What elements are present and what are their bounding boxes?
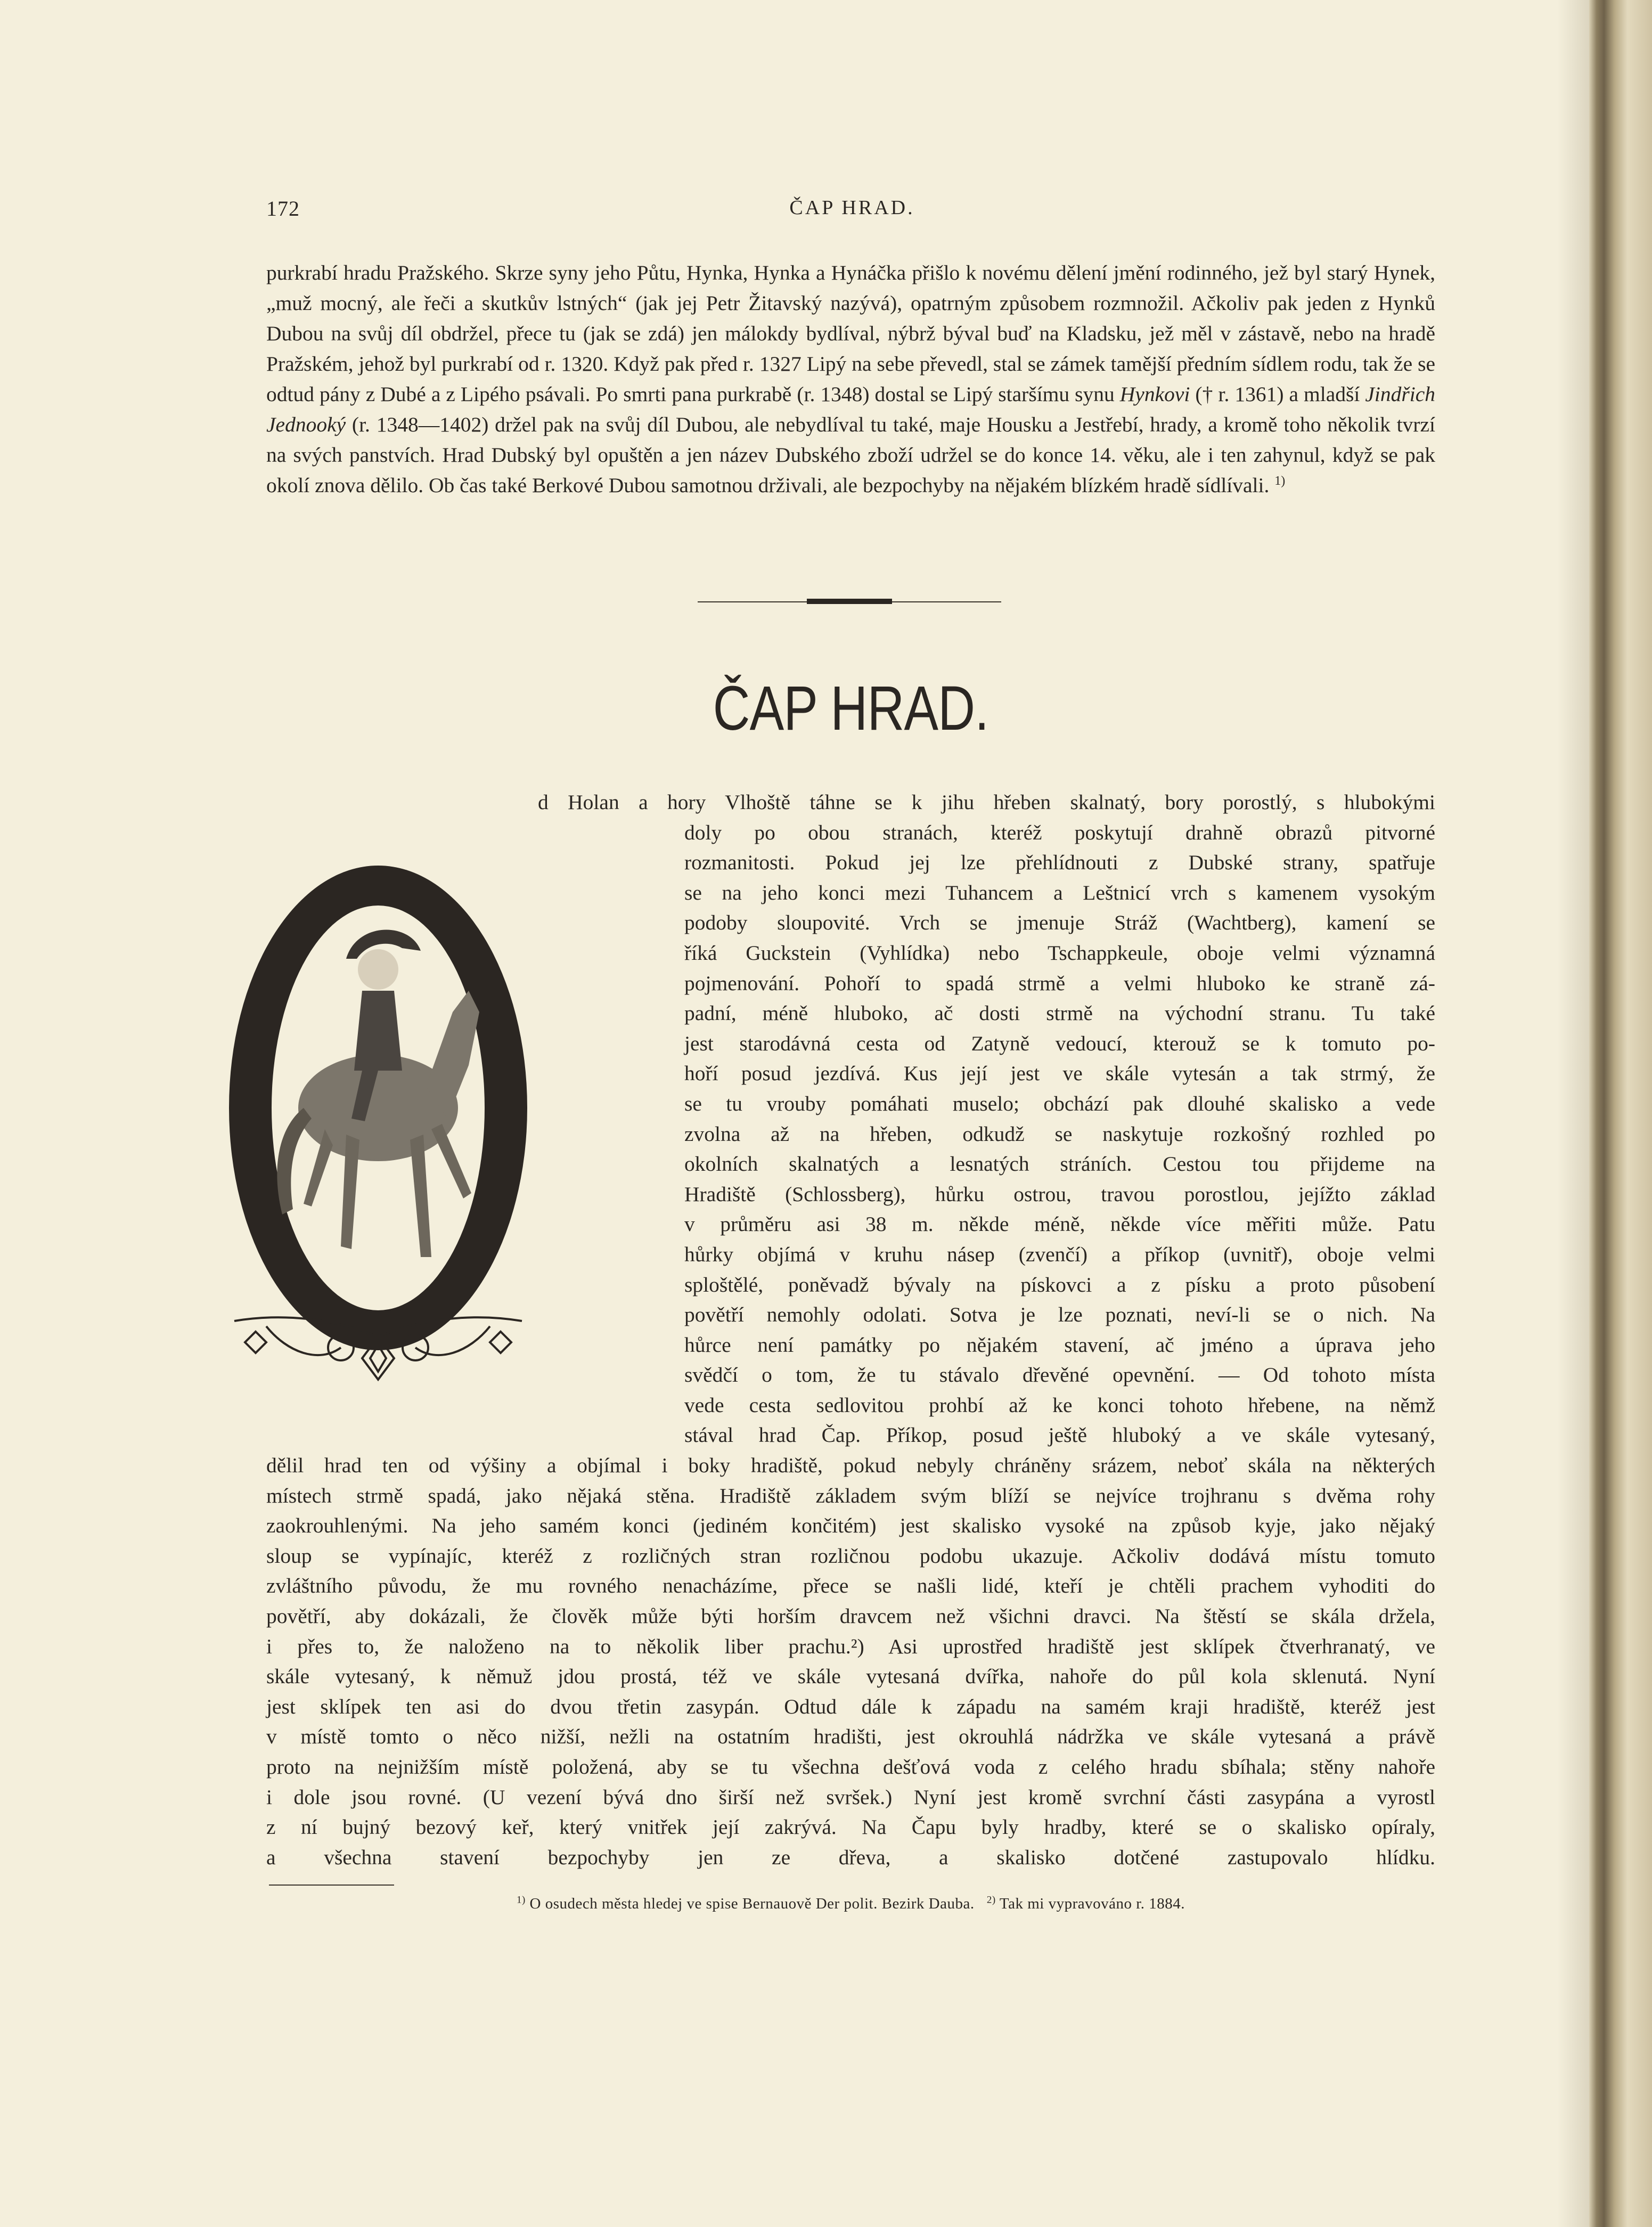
chapter-line: hůrky objímá v kruhu násep (zvenčí) a příkop (uvnitř), oboje velmi (684, 1242, 1435, 1266)
name-hynkovi: Hynkovi (1119, 382, 1190, 406)
chapter-line: sloup se vypínajíc, kteréž z rozličných stran rozličnou podobu ukazuje. Ačkoliv dodává místu tomuto (266, 1544, 1435, 1568)
footnote-mark-1: 1) (516, 1894, 526, 1906)
chapter-line: v místě tomto o něco nižší, nežli na ostatním hradišti, jest okrouhlá nádržka ve skále vytesaná a právě (266, 1725, 1435, 1749)
footnote-1: O osudech města hledej ve spise Bernauově Der polit. Bezirk Dauba. (525, 1895, 975, 1912)
chapter-line: rozmanitosti. Pokud jej lze přehlídnouti z Dubské strany, spatřuje (684, 851, 1435, 875)
previous-article-paragraph (266, 258, 1435, 501)
chapter-line: padní, méně hluboko, ač dosti strmě na východní stranu. Tu také (684, 1001, 1435, 1025)
running-title: ČAP HRAD. (789, 197, 915, 219)
chapter-line: říká Guckstein (Vyhlídka) nebo Tschappkeule, oboje velmi významná (684, 941, 1435, 965)
footnote-ref-1: 1) (1274, 474, 1286, 488)
chapter-line: i dole jsou rovné. (U vezení bývá dno širší než svršek.) Nyní jest kromě svrchní části zasypána a vyrostl (266, 1785, 1435, 1809)
chapter-line: podoby sloupovité. Vrch se jmenuje Stráž (Wachtberg), kamení se (684, 911, 1435, 935)
chapter-line: sploštělé, poněvadž bývaly na pískovci a z písku a proto působení (684, 1272, 1435, 1296)
prev-text-c: (r. 1348—1402) držel pak na svůj díl Dubou, ale nebydlíval tu také, maje Housku a Jestřebí, hrady, a kromě toho několik tvrzí na svých panstvích. Hrad Dubský byl opuštěn a jen název Dubského zboží udržel se do konce 14. věku, ale i ten zahynul, když se pak okolí znova dělilo. Ob čas také Berkové Dubou samotnou drživali, ale bezpochyby na nějakém blízkém hradě sídlívali. (266, 413, 1435, 497)
chapter-line: a všechna stavení bezpochyby jen ze dřeva, a skalisko dotčené zastupovalo hlídku. (266, 1845, 1435, 1869)
chapter-line: povětří, aby dokázali, že člověk může býti horším dravcem než všichni dravci. Na štěstí se skála držela, (266, 1604, 1435, 1628)
footnote-rule (269, 1885, 394, 1886)
chapter-line: Hradiště (Schlossberg), hůrku ostrou, travou porostlou, jejížto základ (684, 1182, 1435, 1206)
chapter-line: zaokrouhlenými. Na jeho samém konci (jediném končitém) jest skalisko vysoké na způsob kyje, jako nějaký (266, 1514, 1435, 1538)
chapter-line: jest sklípek ten asi do dvou třetin zasypán. Odtud dále k západu na samém kraji hradiště, kteréž jest (266, 1694, 1435, 1718)
chapter-line: povětří nemohly odolati. Sotva je lze poznati, neví-li se o nich. Na (684, 1303, 1435, 1327)
chapter-line: proto na nejnižším místě položená, aby se tu všechna dešťová voda z celého hradu sbíhala; stěny nahoře (266, 1755, 1435, 1779)
chapter-line: pojmenování. Pohoří to spadá strmě a velmi hluboko ke straně zá- (684, 971, 1435, 995)
chapter-line: hoří posud jezdívá. Kus její jest ve skále vytesán a tak strmý, že (684, 1062, 1435, 1086)
chapter-line: se tu vrouby pomáhati muselo; obchází pak dlouhé skalisko a vede (684, 1091, 1435, 1115)
chapter-line: z ní bujný bezový keř, který vnitřek její zakrývá. Na Čapu byly hradby, které se o skalisko opíraly, (266, 1815, 1435, 1839)
chapter-paragraph (266, 787, 1435, 1872)
chapter-line: doly po obou stranách, kteréž poskytují drahně obrazů pitvorné (684, 820, 1435, 844)
chapter-line: jest starodávná cesta od Zatyně vedoucí, kterouž se k tomuto po- (684, 1031, 1435, 1055)
chapter-line: hůrce není památky po nějakém stavení, ač jméno a úprava jeho (684, 1333, 1435, 1357)
footnote-2: Tak mi vypravováno r. 1884. (995, 1895, 1185, 1912)
chapter-line: stával hrad Čap. Příkop, posud ještě hluboký a ve skále vytesaný, (684, 1423, 1435, 1447)
prev-text-b: († r. 1361) a mladší (1190, 382, 1365, 406)
chapter-line: zvolna až na hřeben, odkudž se naskytuje rozkošný rozhled po (684, 1122, 1435, 1146)
chapter-line: skále vytesaný, k němuž jdou prostá, též ve skále vytesaná dvířka, nahoře do půl kola sklenutá. Nyní (266, 1665, 1435, 1688)
chapter-line: vede cesta sedlovitou prohbí až ke konci tohoto hřebene, na němž (684, 1393, 1435, 1417)
footnotes (266, 1895, 1435, 1913)
prev-text-a: purkrabí hradu Pražského. Skrze syny jeho Půtu, Hynka, Hynka a Hynáčka přišlo k novému dělení jmění rodinného, jež byl starý Hynek, „muž mocný, ale řeči a skutkův lstných“ (jak jej Petr Žitavský nazývá), opatrným způsobem rozmnožil. Ačkoliv pak jeden z Hynků Dubou na svůj díl obdržel, přece tu (jak se zdá) jen málokdy bydlíval, nýbrž býval buď na Kladsku, jež měl v zástavě, nebo na hradě Pražském, jehož byl purkrabí od r. 1320. Když pak před r. 1327 Lipý na sebe převedl, stal se zámek tamější předním sídlem rodu, tak že se odtud pány z Dubé a z Lipého psávali. Po smrti pana purkrabě (r. 1348) dostal se Lipý staršímu synu (266, 261, 1435, 406)
chapter-line: d Holan a hory Vlhoště táhne se k jihu hřeben skalnatý, bory porostlý, s hlubokými (538, 790, 1435, 814)
divider-thick-rule (807, 599, 892, 604)
running-header (266, 196, 1438, 228)
chapter-line: svědčí o tom, že tu stávalo dřevěné opevnění. — Od tohoto místa (684, 1363, 1435, 1387)
chapter-line: zvláštního původu, že mu rovného nenacházíme, přece se našli lidé, kteří je chtěli prachem vyhoditi do (266, 1574, 1435, 1598)
chapter-line: dělil hrad ten od výšiny a objímal i boky hradiště, pokud nebyly chráněny srázem, neboť skála na některých (266, 1454, 1435, 1478)
chapter-title: ČAP HRAD. (713, 673, 989, 744)
name-jindrich: Jindřich Jednooký (266, 382, 1435, 436)
page-gutter-shadow (1557, 0, 1589, 2227)
chapter-line: okolních skalnatých a lesnatých stráních. Cestou tou přijdeme na (684, 1152, 1435, 1176)
section-divider (698, 599, 1001, 605)
chapter-line: i přes to, že naloženo na to několik liber prachu.²) Asi uprostřed hradiště jest sklípek čtverhranatý, ve (266, 1634, 1435, 1658)
chapter-line: se na jeho konci mezi Tuhancem a Leštnicí vrch s kamenem vysokým (684, 880, 1435, 904)
footnote-mark-2: 2) (986, 1894, 996, 1906)
chapter-line: místech strmě spadá, jako nějaká stěna. Hradiště základem svým blíží se nejvíce trojhranu s dvěma rohy (266, 1483, 1435, 1507)
page-number: 172 (266, 197, 300, 221)
book-page-edge (1589, 0, 1652, 2227)
chapter-line: v průměru asi 38 m. někde méně, někde více měřiti může. Patu (684, 1212, 1435, 1236)
